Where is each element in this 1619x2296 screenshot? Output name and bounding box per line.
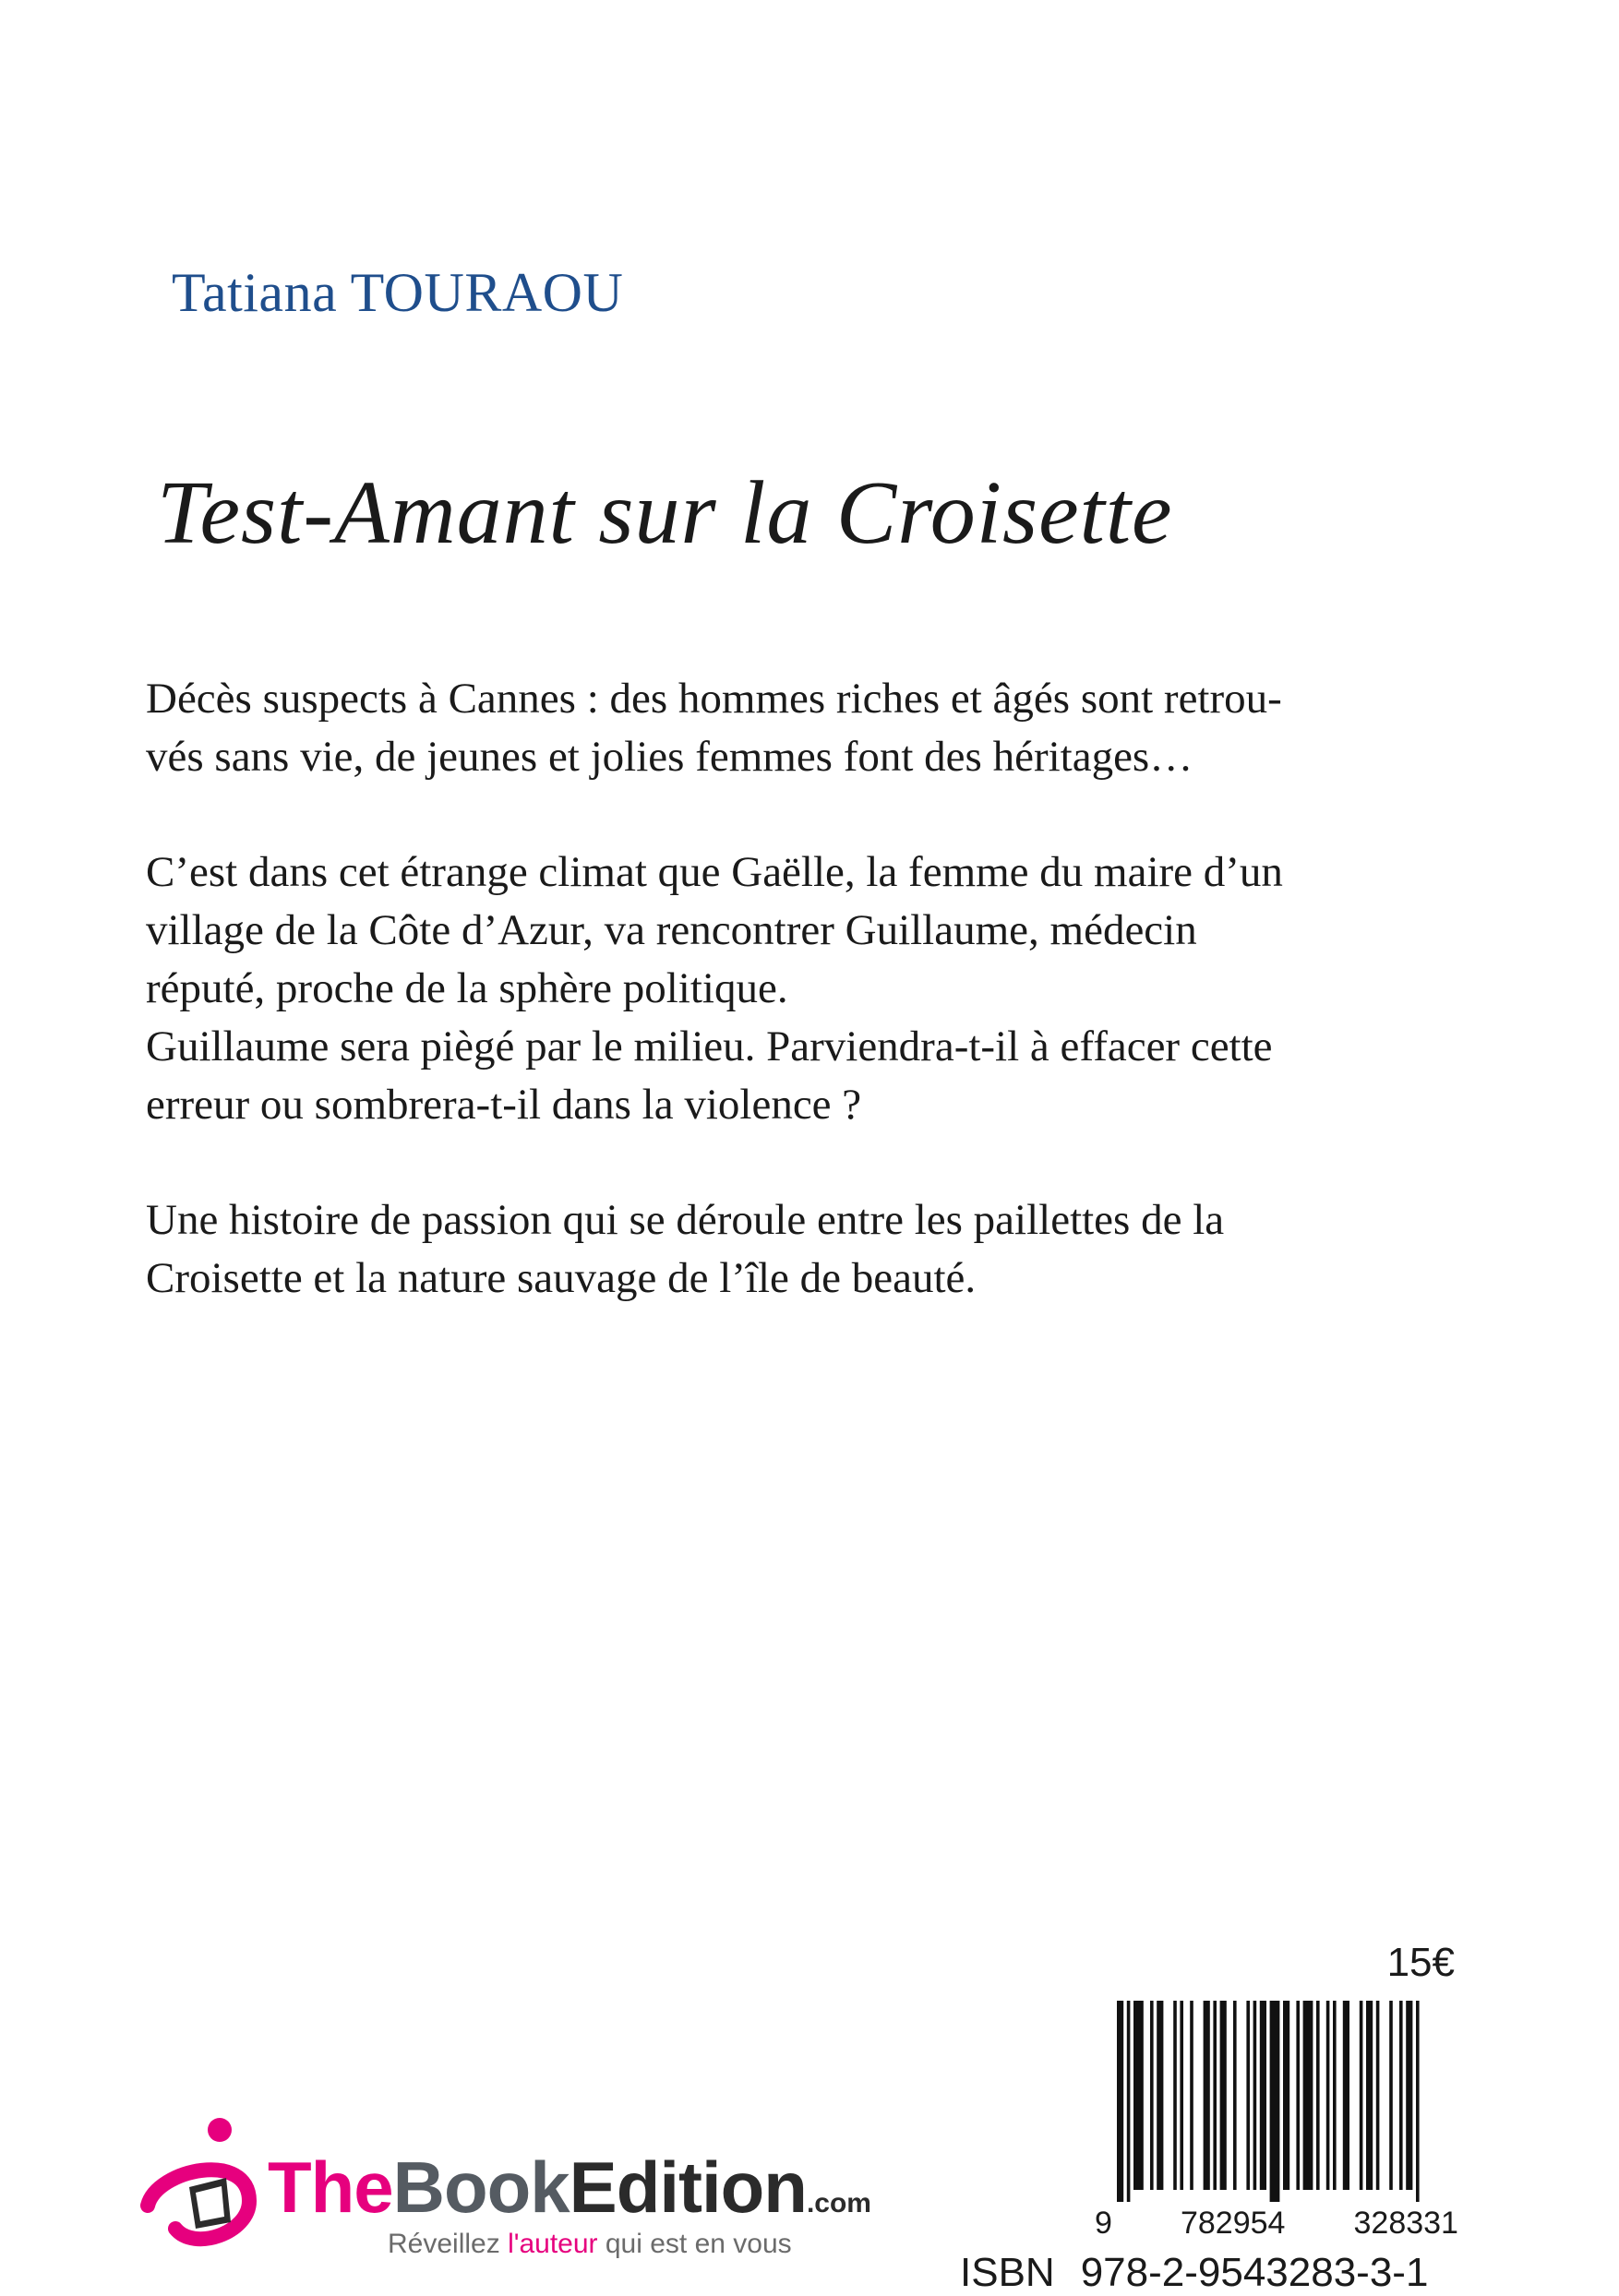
barcode-bar <box>1376 2001 1380 2190</box>
publisher-logo-icon <box>138 2113 277 2252</box>
tagline-post: qui est en vous <box>597 2229 792 2259</box>
barcode-bar <box>1233 2001 1237 2190</box>
barcode-bar <box>1406 2001 1412 2190</box>
back-cover-blurb <box>146 670 1453 1308</box>
barcode-digits <box>1095 2206 1458 2242</box>
blurb-line: Guillaume sera piègé par le milieu. Parviendra-t-il à effacer cette <box>146 1022 1273 1070</box>
barcode-bar <box>1416 2001 1420 2202</box>
barcode-bar <box>1157 2001 1163 2190</box>
book-title: Test-Amant sur la Croisette <box>157 463 1173 563</box>
barcode-digit-group: 9 <box>1095 2206 1112 2241</box>
barcode-digit-group: 782954 <box>1180 2206 1286 2241</box>
publisher-name-the: The <box>268 2147 393 2228</box>
publisher-tagline <box>388 2229 792 2260</box>
blurb-paragraph-1 <box>146 670 1453 786</box>
price: 15€ <box>1386 1940 1455 1985</box>
barcode-bar <box>1213 2001 1217 2190</box>
blurb-paragraph-3 <box>146 1191 1453 1308</box>
barcode-bar <box>1117 2001 1123 2202</box>
barcode-bar <box>1326 2001 1330 2190</box>
barcode-bar <box>1180 2001 1183 2190</box>
publisher-logo <box>138 2113 877 2279</box>
tagline-highlight: l'auteur <box>508 2229 598 2259</box>
barcode-bar <box>1296 2001 1300 2190</box>
barcode-bar <box>1316 2001 1320 2190</box>
barcode-bar <box>1220 2001 1227 2190</box>
barcode-bar <box>1260 2001 1266 2190</box>
publisher-name-suffix: .com <box>806 2188 871 2218</box>
barcode <box>1117 2001 1445 2202</box>
blurb-line: vés sans vie, de jeunes et jolies femmes font des héritages… <box>146 733 1193 781</box>
barcode-bar <box>1270 2001 1280 2202</box>
barcode-bar <box>1190 2001 1193 2190</box>
barcode-bar <box>1173 2001 1177 2190</box>
barcode-digit-group: 328331 <box>1353 2206 1458 2241</box>
blurb-line: Une histoire de passion qui se déroule entre les paillettes de la <box>146 1196 1225 1244</box>
barcode-bar <box>1150 2001 1154 2190</box>
blurb-line: village de la Côte d’Azur, va rencontrer Guillaume, médecin <box>146 906 1197 954</box>
barcode-bar <box>1246 2001 1250 2190</box>
blurb-line: Croisette et la nature sauvage de l’île de beauté. <box>146 1254 977 1302</box>
tagline-pre: Réveillez <box>388 2229 509 2259</box>
blurb-line: Décès suspects à Cannes : des hommes riches et âgés sont retrou- <box>146 675 1282 723</box>
barcode-bar <box>1133 2001 1144 2190</box>
barcode-bar <box>1399 2001 1403 2190</box>
barcode-bar <box>1204 2001 1210 2190</box>
barcode-bar <box>1253 2001 1257 2190</box>
blurb-line: erreur ou sombrera-t-il dans la violence ? <box>146 1081 862 1129</box>
author-name: Tatiana TOURAOU <box>172 262 624 323</box>
blurb-paragraph-2 <box>146 843 1453 1134</box>
barcode-bars <box>1117 2001 1445 2202</box>
barcode-bar <box>1283 2001 1289 2190</box>
blurb-line: C’est dans cet étrange climat que Gaëlle, la femme du maire d’un <box>146 848 1283 896</box>
blurb-line: réputé, proche de la sphère politique. <box>146 964 788 1012</box>
publisher-name-edition: Edition <box>569 2147 807 2228</box>
publisher-name-book: Book <box>392 2147 570 2228</box>
barcode-bar <box>1127 2001 1131 2202</box>
isbn-number: 978-2-9543283-3-1 <box>1080 2250 1429 2295</box>
barcode-bar <box>1366 2001 1373 2190</box>
barcode-bar <box>1303 2001 1313 2190</box>
publisher-name <box>268 2146 871 2230</box>
barcode-bar <box>1333 2001 1337 2190</box>
isbn-label: ISBN <box>960 2250 1055 2295</box>
barcode-bar <box>1343 2001 1349 2190</box>
barcode-bar <box>1360 2001 1363 2190</box>
barcode-bar <box>1389 2001 1393 2190</box>
